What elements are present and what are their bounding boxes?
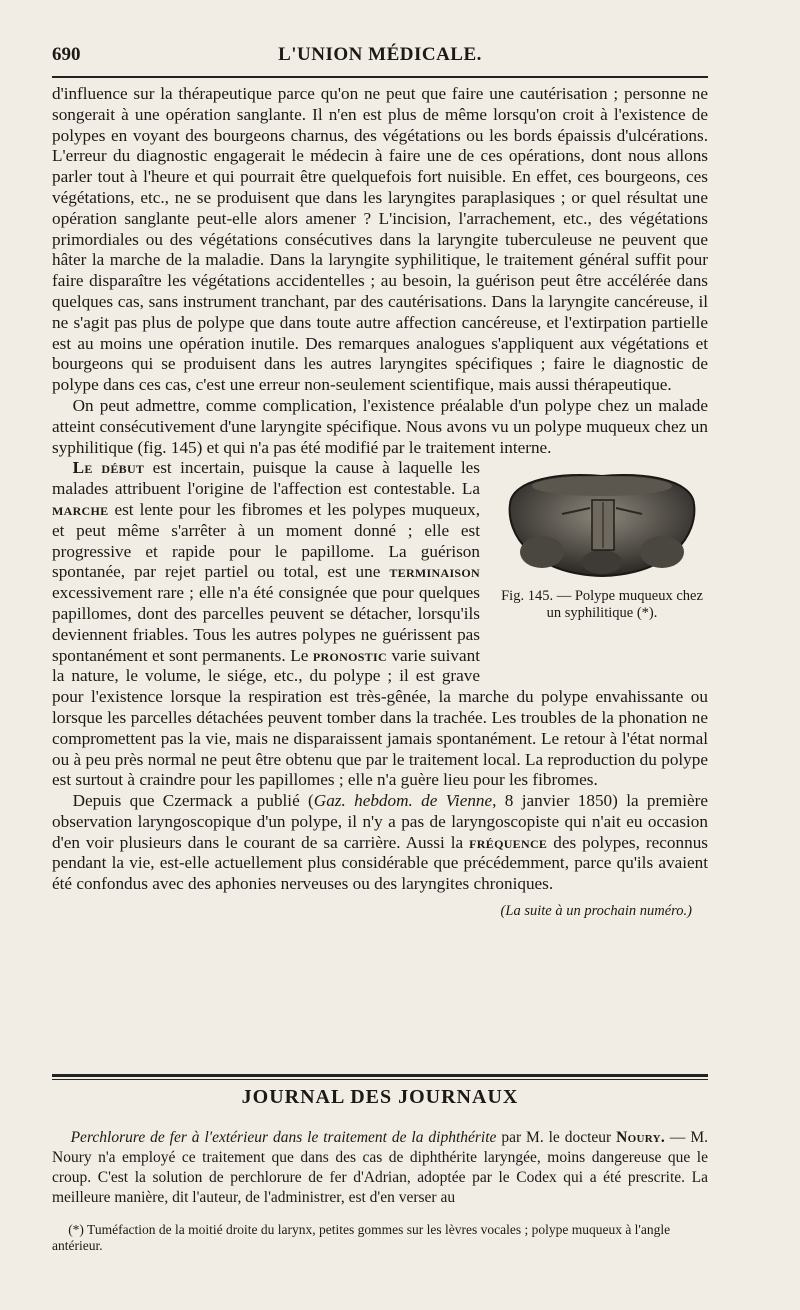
paragraph-2: On peut admettre, comme complication, l'existence préalable d'un polype chez un malade atteint consécutivement d'une laryngite spécifique. Nous avons vu un polype muqueux chez un syphilitique (fig. 145) et qui n'a pas été modifié par le traitement interne. [52, 395, 708, 457]
header-rule [52, 76, 708, 78]
figure-145 [496, 464, 708, 679]
journal-author: Noury. [616, 1129, 665, 1146]
paragraph-4-text-3: des polypes, reconnus pendant la vie, est-elle actuellement plus considérable que précédemment, parce qu'ils avaient été confondus avec des aphonies nerveuses ou des laryngites chroniques. [52, 832, 708, 894]
journal-title-by: par M. le docteur [496, 1129, 617, 1146]
paragraph-4-text-2: , 8 janvier 1850) la première observation laryngoscopique d'un polype, il n'y a pas de laryngoscopiste qui n'ait eu occasion d'en voir plusieurs dans le courant de sa carrière. Aussi la [52, 791, 708, 852]
page-number: 690 [52, 44, 81, 65]
figure-caption: Fig. 145. — Polype muqueux chez un syphilitique (*). [501, 588, 703, 622]
journal-article-title: Perchlorure de fer à l'extérieur dans le traitement de la diphthérite [70, 1129, 497, 1146]
article-body [52, 84, 708, 922]
section-rule-top [52, 1074, 708, 1077]
page-header [52, 36, 708, 68]
paragraph-3-text-2: est lente pour les fibromes et les polypes muqueux, et peut même s'arrêter à un moment donné ; elle est progressive et rapide pour le papillome. La guérison spontanée, par rejet partiel ou total, est une [52, 499, 480, 582]
paragraph-1: d'influence sur la thérapeutique parce qu'on ne peut que faire une cautérisation ; personne ne songerait à une opération sanglante. Il n'en est plus de même lorsqu'on croit à l'existence de polypes en voyant des bourgeons charnus, des végétations ou les bords épaissis d'ulcérations. L'erreur du diagnostic engagerait le médecin à faire une de ces opérations, dont nous allons parler tout à l'heure et qui pourrait être quelquefois fort nuisible. En effet, ces bourgeons, ces végétations, etc., ne se produisent que dans les laryngites paraplasiques ; or quel résultat une opération sanglante peut-elle alors amener ? L'incision, l'arrachement, etc., des végétations primordiales ou des végétations consécutives dans la laryngite tuberculeuse ne peuvent que hâter la marche de la maladie. Dans la laryngite syphilitique, le traitement général suffit pour faire disparaître les végétations accidentelles ; au besoin, la guérison peut être accélérée dans quelques cas, sans instrument tranchant, par des cautérisations. Dans la laryngite cancéreuse, il ne s'agit pas plus de polype que dans toute autre affection cancéreuse, et l'extirpation partielle est au moins une opération inutile. Des remarques analogues s'appliquent aux végétations et bourgeons qui se produisent dans les autres laryngites spécifiques ; faire le diagnostic de polype dans ces cas, c'est une erreur non-seulement scientifique, mais aussi thérapeutique. [52, 84, 708, 395]
paragraph-4 [52, 791, 708, 895]
section-rule-bottom [52, 1079, 708, 1080]
footnote [52, 1222, 708, 1254]
paragraph-3-text-3: excessivement rare ; elle n'a été consignée que pour quelques papillomes, dont des parcelles peuvent se détacher, lorsqu'ils deviennent friables. Tous les autres polypes ne guérissent pas spontanément et sont permanents. Le [52, 583, 480, 665]
journal-article [52, 1128, 708, 1208]
keyword-marche: marche [52, 499, 109, 519]
journal-text: — M. Noury n'a employé ce traitement que dans des cas de diphthérite laryngée, moins dangereuse que le croup. C'est la solution de perchlorure de fer d'Adrian, adoptée par le Codex qui a été prescrite. La meilleure manière, dit l'auteur, de l'administrer, est d'en verser au [52, 1129, 708, 1206]
running-title: L'UNION MÉDICALE. [278, 44, 482, 65]
paragraph-3-text-1: est incertain, puisque la cause à laquelle les malades attribuent l'origine de l'affection est contestable. La [52, 458, 480, 499]
footnote-text: (*) Tuméfaction de la moitié droite du larynx, petites gommes sur les lèvres vocales ; polype muqueux à l'angle antérieur. [52, 1222, 671, 1253]
paragraph-3-text-4: varie suivant la nature, le volume, le siége, etc., du polype ; il est grave pour l'existence lorsque la respiration est très-gênée, la marche du polype envahissante ou lorsque les parcelles détachées peuvent tomber dans la trachée. Les troubles de la phonation ne compromettent pas la vie, mais ne disparaissent jamais spontanément. Le retour à l'état normal ou à peu près normal ne peut être obtenu que par le traitement local. La reproduction du polype est surtout à craindre pour les papillomes ; elle n'a guère lieu pour les fibromes. [52, 645, 708, 790]
keyword-terminaison: terminaison [389, 562, 480, 582]
paragraph-4-text-1: Depuis que Czermack a publié ( [72, 791, 314, 811]
section-title: JOURNAL DES JOURNAUX [241, 1086, 519, 1108]
keyword-debut: Le début [72, 458, 145, 478]
continuation-note: (La suite à un prochain numéro.) [500, 903, 692, 920]
journal-reference: Gaz. hebdom. de Vienne [313, 791, 493, 811]
journal-paragraph [52, 1128, 708, 1208]
keyword-pronostic: pronostic [312, 645, 387, 665]
larynx-polyp-illustration [502, 464, 702, 582]
keyword-frequence: fréquence [469, 832, 548, 852]
